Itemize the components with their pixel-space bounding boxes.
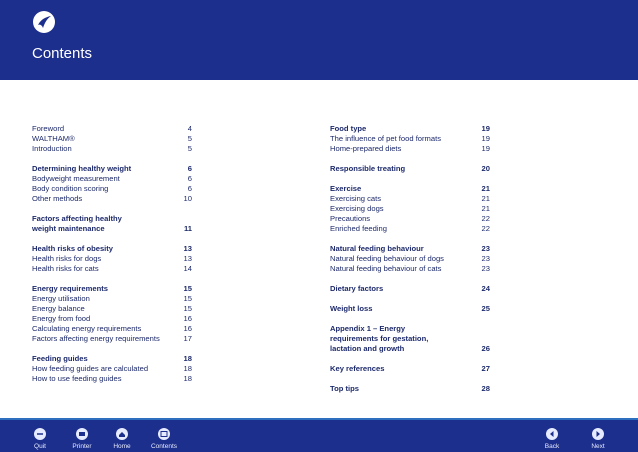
toc-group	[32, 354, 192, 384]
toc-entry-link[interactable]	[330, 254, 490, 264]
toc-entry-title: Health risks for cats	[32, 264, 99, 273]
toc-entry-page: 15	[183, 304, 192, 313]
toc-entry-page: 6	[187, 174, 192, 183]
toc-entry-link[interactable]	[32, 254, 192, 264]
next-button[interactable]	[578, 427, 618, 450]
toc-entry-link[interactable]	[330, 134, 490, 144]
toc-group	[330, 164, 490, 174]
toc-entry-link[interactable]	[32, 324, 192, 334]
toc-entry-title: Energy utilisation	[32, 294, 90, 303]
toc-entry-page: 11	[183, 224, 192, 233]
toc-entry-title: Exercise	[330, 184, 362, 193]
toc-entry-link[interactable]	[32, 124, 192, 134]
toc-entry-title: Exercising dogs	[330, 204, 384, 213]
toc-group	[330, 384, 490, 394]
toc-entry-link[interactable]	[32, 264, 192, 274]
toc-section-link[interactable]	[330, 124, 490, 134]
toc-entry-page: 25	[481, 304, 490, 313]
toc-group	[32, 124, 192, 154]
toc-entry-title: Foreword	[32, 124, 65, 133]
toc-entry-page: 5	[187, 144, 192, 153]
toc-entry-title: Key references	[330, 364, 385, 373]
toc-entry-link[interactable]	[32, 374, 192, 384]
toc-section-link[interactable]	[330, 244, 490, 254]
toc-entry-page: 18	[183, 354, 192, 363]
toc-entry-page: 5	[187, 134, 192, 143]
printer-icon	[75, 427, 89, 441]
next-arrow-icon	[591, 427, 605, 441]
toc-entry-page: 16	[183, 324, 192, 333]
home-label: Home	[113, 443, 131, 450]
toc-entry-link[interactable]	[32, 294, 192, 304]
toc-entry-page: 13	[183, 244, 192, 253]
home-button[interactable]	[102, 427, 142, 450]
footer-bar	[0, 418, 638, 452]
back-arrow-icon	[545, 427, 559, 441]
toc-entry-link[interactable]	[32, 334, 192, 344]
toc-entry-link[interactable]	[32, 184, 192, 194]
printer-label: Printer	[72, 443, 92, 450]
page-title: Contents	[32, 45, 93, 62]
toc-section-link[interactable]	[32, 244, 192, 254]
toc-group	[330, 364, 490, 374]
toc-right-column	[330, 124, 490, 404]
toc-entry-title: Introduction	[32, 144, 72, 153]
toc-entry-link[interactable]	[330, 224, 490, 234]
toc-entry-page: 19	[481, 124, 490, 133]
toc-entry-link[interactable]	[32, 194, 192, 204]
toc-entry-page: 23	[481, 254, 490, 263]
toc-entry-title: Natural feeding behaviour of cats	[330, 264, 442, 273]
toc-entry-title: Home-prepared diets	[330, 144, 402, 153]
toc-entry-title: WALTHAM®	[32, 134, 75, 143]
toc-entry-page: 14	[183, 264, 192, 273]
toc-section-link[interactable]	[32, 164, 192, 174]
toc-entry-page: 17	[183, 334, 192, 343]
quit-icon	[33, 427, 47, 441]
toc-entry-title: Bodyweight measurement	[32, 174, 120, 183]
toc-entry-page: 16	[183, 314, 192, 323]
toc-entry-link[interactable]	[32, 364, 192, 374]
back-button[interactable]	[532, 427, 572, 450]
toc-entry-page: 18	[183, 364, 192, 373]
toc-entry-link[interactable]	[32, 144, 192, 154]
toc-entry-title: Enriched feeding	[330, 224, 387, 233]
toc-entry-page: 6	[187, 184, 192, 193]
toc-entry-page: 21	[481, 194, 490, 203]
toc-entry-title: Other methods	[32, 194, 83, 203]
toc-entry-title: Energy requirements	[32, 284, 108, 293]
toc-entry-link[interactable]	[32, 304, 192, 314]
toc-group	[330, 284, 490, 294]
toc-entry-page: 26	[481, 344, 490, 353]
toc-group	[330, 324, 490, 354]
printer-button[interactable]	[62, 427, 102, 450]
toc-entry-page: 6	[187, 164, 192, 173]
toc-entry-page: 23	[481, 244, 490, 253]
toc-group	[32, 214, 192, 234]
toc-entry-page: 18	[183, 374, 192, 383]
back-label: Back	[544, 443, 560, 450]
toc-entry-page: 20	[481, 164, 490, 173]
toc-entry-title: Natural feeding behaviour	[330, 244, 424, 253]
toc-entry-title: Top tips	[330, 384, 359, 393]
toc-entry-title: Weight loss	[330, 304, 373, 313]
toc-entry-link[interactable]	[330, 194, 490, 204]
toc-entry-title: Responsible treating	[330, 164, 406, 173]
toc-entry-page: 10	[183, 194, 192, 203]
toc-entry-title: Energy from food	[32, 314, 91, 323]
header-bar	[0, 0, 638, 80]
toc-entry-title: Calculating energy requirements	[32, 324, 142, 333]
toc-entry-title: Feeding guides	[32, 354, 88, 363]
toc-entry-title: Exercising cats	[330, 194, 382, 203]
toc-section-link[interactable]	[330, 164, 490, 174]
toc-group	[330, 244, 490, 274]
toc-left-column	[32, 124, 192, 394]
toc-entry-title: Determining healthy weight	[32, 164, 132, 173]
toc-section-link[interactable]	[32, 284, 192, 294]
toc-section-link[interactable]	[330, 304, 490, 314]
toc-entry-title: How feeding guides are calculated	[32, 364, 149, 373]
toc-entry-link[interactable]	[32, 134, 192, 144]
toc-section-link[interactable]	[330, 364, 490, 374]
toc-entry-link[interactable]	[330, 214, 490, 224]
toc-group	[32, 284, 192, 344]
toc-entry-title: Health risks for dogs	[32, 254, 102, 263]
contents-label: Contents	[150, 443, 178, 450]
toc-entry-title: Energy balance	[32, 304, 85, 313]
toc-entry-link[interactable]	[330, 204, 490, 214]
toc-entry-page: 15	[183, 284, 192, 293]
toc-entry-link[interactable]	[32, 314, 192, 324]
contents-button[interactable]	[144, 427, 184, 450]
toc-entry-title: Dietary factors	[330, 284, 384, 293]
toc-entry-title: Precautions	[330, 214, 371, 223]
toc-entry-page: 23	[481, 264, 490, 273]
toc-entry-title: The influence of pet food formats	[330, 134, 442, 143]
toc-entry-page: 28	[481, 384, 490, 393]
toc-entry-title: Appendix 1 – Energy requirements for gestation, lactation and growth	[330, 324, 429, 353]
toc-section-link[interactable]	[32, 214, 192, 234]
toc-entry-title: Body condition scoring	[32, 184, 109, 193]
toc-group	[330, 184, 490, 234]
quit-button[interactable]	[20, 427, 60, 450]
toc-section-link[interactable]	[330, 184, 490, 194]
toc-entry-link[interactable]	[330, 144, 490, 154]
toc-entry-title: Food type	[330, 124, 367, 133]
toc-group	[32, 244, 192, 274]
toc-entry-title: Natural feeding behaviour of dogs	[330, 254, 444, 263]
toc-entry-page: 21	[481, 184, 490, 193]
toc-group	[330, 304, 490, 314]
toc-section-link[interactable]	[330, 384, 490, 394]
toc-section-link[interactable]	[32, 354, 192, 364]
toc-entry-link[interactable]	[32, 174, 192, 184]
toc-entry-page: 21	[481, 204, 490, 213]
toc-entry-page: 24	[481, 284, 490, 293]
toc-group	[32, 164, 192, 204]
toc-entry-page: 19	[481, 134, 490, 143]
toc-entry-page: 22	[481, 214, 490, 223]
toc-group	[330, 124, 490, 154]
toc-entry-title: Health risks of obesity	[32, 244, 114, 253]
toc-entry-link[interactable]	[330, 264, 490, 274]
toc-entry-title: Factors affecting healthy weight maintenance	[32, 214, 122, 233]
toc-section-link[interactable]	[330, 284, 490, 294]
toc-entry-title: How to use feeding guides	[32, 374, 122, 383]
toc-entry-page: 4	[187, 124, 192, 133]
toc-section-link[interactable]	[330, 324, 490, 354]
next-label: Next	[591, 443, 605, 450]
home-icon	[115, 427, 129, 441]
toc-entry-page: 13	[183, 254, 192, 263]
toc-entry-page: 27	[481, 364, 490, 373]
toc-entry-title: Factors affecting energy requirements	[32, 334, 160, 343]
toc-entry-page: 19	[481, 144, 490, 153]
toc-entry-page: 22	[481, 224, 490, 233]
brand-logo-icon	[32, 10, 56, 34]
quit-label: Quit	[34, 443, 46, 450]
toc-entry-page: 15	[183, 294, 192, 303]
contents-icon	[157, 427, 171, 441]
